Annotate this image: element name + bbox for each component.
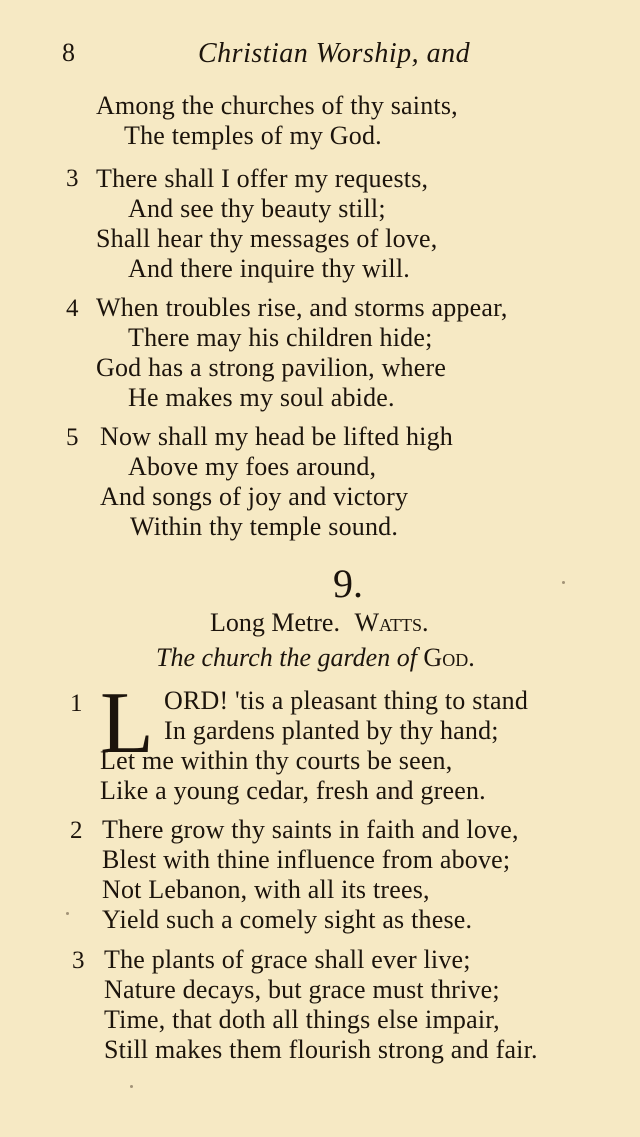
verse-line: Not Lebanon, with all its trees, [102, 875, 430, 904]
verse-line: Now shall my head be lifted high [100, 422, 453, 451]
verse-line: There may his children hide; [128, 323, 433, 352]
stanza-number: 1 [70, 690, 83, 717]
verse-line: There shall I offer my requests, [96, 164, 429, 193]
verse-line: Let me within thy courts be seen, [100, 746, 453, 775]
verse-line: The plants of grace shall ever live; [104, 945, 471, 974]
verse-line: Like a young cedar, fresh and green. [100, 776, 486, 805]
stanza-number: 3 [72, 947, 85, 974]
hymn-subtitle [156, 643, 475, 673]
paper-speck [562, 581, 565, 584]
verse-line: And there inquire thy will. [128, 254, 410, 283]
verse-line: Yield such a comely sight as these. [102, 905, 473, 934]
verse-line: And see thy beauty still; [128, 194, 386, 223]
verse-line: ORD! 'tis a pleasant thing to stand [164, 686, 529, 715]
stanza-number: 3 [66, 165, 79, 192]
stanza-number: 4 [66, 295, 79, 322]
verse-line: The temples of my God. [124, 121, 382, 150]
hymn-number: 9. [333, 561, 363, 606]
meter-label: Long Metre. [210, 608, 340, 637]
paper-speck [66, 912, 69, 915]
verse-line: Time, that doth all things else impair, [104, 1005, 500, 1034]
verse-line: In gardens planted by thy hand; [164, 716, 499, 745]
subtitle-end: God. [423, 643, 475, 672]
verse-line: Within thy temple sound. [130, 512, 399, 541]
drop-cap: L [100, 675, 154, 772]
verse-line: When troubles rise, and storms appear, [96, 293, 508, 322]
verse-line: Nature decays, but grace must thrive; [104, 975, 500, 1004]
page-header [0, 38, 640, 78]
paper-speck [130, 1085, 133, 1088]
hymn-author: Watts. [354, 608, 429, 637]
running-title: Christian Worship, and [198, 38, 471, 69]
verse-line: Among the churches of thy saints, [96, 91, 458, 120]
verse-line: And songs of joy and victory [100, 482, 409, 511]
stanza-number: 5 [66, 424, 79, 451]
verse-line: He makes my soul abide. [128, 383, 395, 412]
verse-line: There grow thy saints in faith and love, [102, 815, 519, 844]
subtitle-text: The church the garden of [156, 643, 417, 672]
verse-line: God has a strong pavilion, where [96, 353, 447, 382]
verse-line: Above my foes around, [128, 452, 377, 481]
hymn-meter [210, 608, 429, 638]
verse-line: Blest with thine influence from above; [102, 845, 511, 874]
page-number: 8 [62, 38, 75, 67]
stanza-number: 2 [70, 817, 83, 844]
verse-line: Shall hear thy messages of love, [96, 224, 438, 253]
verse-line: Still makes them flourish strong and fair. [104, 1035, 538, 1064]
